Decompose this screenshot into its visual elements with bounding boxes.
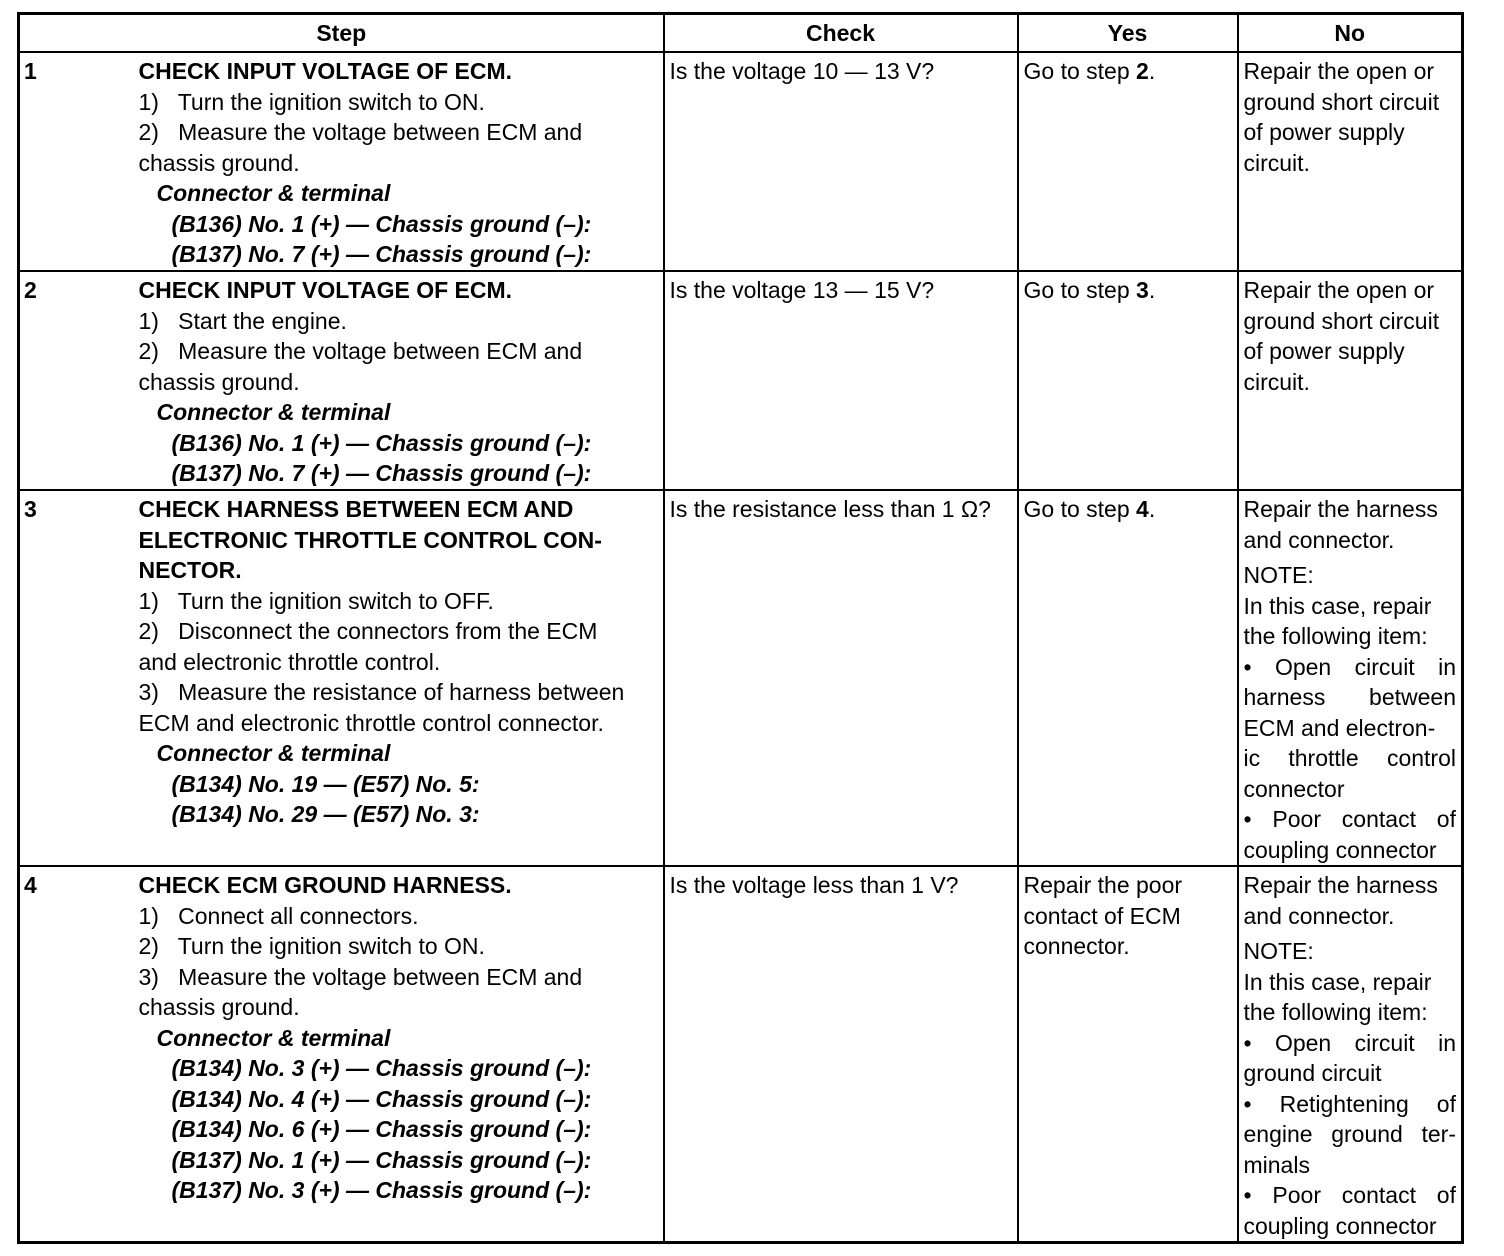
yes-line: connector. xyxy=(1023,933,1130,959)
check-cell: Is the resistance less than 1 Ω? xyxy=(664,490,1018,866)
header-yes: Yes xyxy=(1018,14,1238,53)
note-line: • Retightening of xyxy=(1243,1090,1456,1117)
terminal-line: (B137) No. 7 (+) — Chassis ground (–): xyxy=(171,460,592,486)
no-line: ground short circuit xyxy=(1243,88,1440,115)
no-line: Repair the open or xyxy=(1243,58,1435,84)
step-number: 3 xyxy=(19,490,137,866)
no-line: and connector. xyxy=(1243,902,1395,929)
substep: 2) Measure the voltage between ECM and xyxy=(138,119,583,145)
header-check: Check xyxy=(664,14,1018,53)
terminal-line: (B137) No. 7 (+) — Chassis ground (–): xyxy=(171,241,592,267)
substep: 1) Turn the ignition switch to OFF. xyxy=(138,587,494,614)
no-line: Repair the open or xyxy=(1243,277,1435,303)
step-title-line: ELECTRONIC THROTTLE CONTROL CON- xyxy=(138,526,602,553)
substep: chassis ground. xyxy=(138,994,300,1020)
note-line: • Poor contact of xyxy=(1243,806,1456,832)
yes-suffix: . xyxy=(1148,496,1156,522)
connector-title: Connector & terminal xyxy=(156,740,391,766)
no-line: Repair the harness xyxy=(1243,496,1438,522)
substep: chassis ground. xyxy=(138,368,300,395)
step-instructions xyxy=(137,490,664,866)
yes-suffix: . xyxy=(1148,58,1156,84)
connector-title: Connector & terminal xyxy=(156,399,391,425)
substep: ECM and electronic throttle control connector. xyxy=(138,709,604,736)
note-line: In this case, repair xyxy=(1243,968,1432,995)
substep: chassis ground. xyxy=(138,149,300,176)
step-instructions xyxy=(137,866,664,1243)
no-line: ground short circuit xyxy=(1243,307,1440,334)
note-line: harness between xyxy=(1243,684,1456,710)
note-line: coupling connector xyxy=(1243,836,1437,863)
no-line: and connector. xyxy=(1243,526,1395,553)
no-cell xyxy=(1238,866,1463,1243)
note-line: • Poor contact of xyxy=(1243,1182,1456,1208)
no-line: of power supply xyxy=(1243,119,1405,145)
substep: 1) Start the engine. xyxy=(138,307,347,334)
header-step: Step xyxy=(19,14,664,53)
diagnostic-table xyxy=(17,12,1464,1244)
yes-line: contact of ECM xyxy=(1023,902,1181,929)
note-line: the following item: xyxy=(1243,623,1428,649)
connector-title: Connector & terminal xyxy=(156,180,391,206)
yes-step: 2 xyxy=(1136,58,1149,84)
step-number: 2 xyxy=(19,271,137,490)
no-line: circuit. xyxy=(1243,149,1310,176)
yes-step: 3 xyxy=(1136,277,1149,303)
substep: 1) Connect all connectors. xyxy=(138,902,419,929)
yes-prefix: Go to step xyxy=(1023,58,1137,84)
note-line: minals xyxy=(1243,1151,1310,1178)
table-row xyxy=(19,52,1463,271)
step-instructions xyxy=(137,52,664,271)
yes-suffix: . xyxy=(1148,277,1156,303)
yes-line: Repair the poor xyxy=(1023,872,1183,898)
substep: 3) Measure the resistance of harness between xyxy=(138,679,625,705)
step-title: CHECK ECM GROUND HARNESS. xyxy=(138,872,512,898)
terminal-line: (B136) No. 1 (+) — Chassis ground (–): xyxy=(171,210,592,237)
note-line: ground circuit xyxy=(1243,1060,1382,1086)
no-line: Repair the harness xyxy=(1243,872,1438,898)
step-title: CHECK INPUT VOLTAGE OF ECM. xyxy=(138,58,513,84)
step-number: 4 xyxy=(19,866,137,1243)
note-line: engine ground ter- xyxy=(1243,1121,1456,1147)
no-line: of power supply xyxy=(1243,338,1405,364)
substep: 2) Disconnect the connectors from the ECM xyxy=(138,618,598,644)
note-label: NOTE: xyxy=(1243,562,1314,588)
terminal-line: (B137) No. 1 (+) — Chassis ground (–): xyxy=(171,1146,592,1173)
substep: 3) Measure the voltage between ECM and xyxy=(138,963,583,990)
table-row xyxy=(19,490,1463,866)
check-cell: Is the voltage less than 1 V? xyxy=(664,866,1018,1243)
note-line: connector xyxy=(1243,775,1345,802)
terminal-line: (B136) No. 1 (+) — Chassis ground (–): xyxy=(171,429,592,456)
terminal-line: (B134) No. 3 (+) — Chassis ground (–): xyxy=(171,1055,592,1081)
note-line: ic throttle control xyxy=(1243,745,1456,771)
step-title-line: CHECK HARNESS BETWEEN ECM AND xyxy=(138,496,574,522)
table-row xyxy=(19,866,1463,1243)
header-row xyxy=(19,14,1463,53)
no-cell xyxy=(1238,52,1463,271)
terminal-line: (B134) No. 4 (+) — Chassis ground (–): xyxy=(171,1085,592,1112)
note-line: coupling connector xyxy=(1243,1212,1437,1239)
step-instructions xyxy=(137,271,664,490)
connector-title: Connector & terminal xyxy=(156,1024,391,1051)
terminal-line: (B137) No. 3 (+) — Chassis ground (–): xyxy=(171,1177,592,1203)
substep: 1) Turn the ignition switch to ON. xyxy=(138,88,485,115)
substep: 2) Turn the ignition switch to ON. xyxy=(138,933,485,959)
no-line: circuit. xyxy=(1243,368,1310,395)
check-cell: Is the voltage 13 — 15 V? xyxy=(664,271,1018,490)
step-number: 1 xyxy=(19,52,137,271)
yes-cell xyxy=(1018,490,1238,866)
note-line: • Open circuit in xyxy=(1243,653,1456,680)
note-line: ECM and electron- xyxy=(1243,714,1436,741)
terminal-line: (B134) No. 19 — (E57) No. 5: xyxy=(171,770,480,797)
table-row xyxy=(19,271,1463,490)
step-title: CHECK INPUT VOLTAGE OF ECM. xyxy=(138,277,513,303)
yes-prefix: Go to step xyxy=(1023,496,1137,522)
header-no: No xyxy=(1238,14,1463,53)
yes-cell xyxy=(1018,52,1238,271)
yes-cell xyxy=(1018,271,1238,490)
check-cell: Is the voltage 10 — 13 V? xyxy=(664,52,1018,271)
substep: and electronic throttle control. xyxy=(138,648,441,675)
step-title-line: NECTOR. xyxy=(138,557,242,583)
terminal-line: (B134) No. 6 (+) — Chassis ground (–): xyxy=(171,1116,592,1142)
note-label: NOTE: xyxy=(1243,938,1314,964)
yes-step: 4 xyxy=(1136,496,1149,522)
substep: 2) Measure the voltage between ECM and xyxy=(138,338,583,364)
note-line: In this case, repair xyxy=(1243,592,1432,619)
yes-cell xyxy=(1018,866,1238,1243)
terminal-line: (B134) No. 29 — (E57) No. 3: xyxy=(171,801,480,827)
yes-prefix: Go to step xyxy=(1023,277,1137,303)
note-line: the following item: xyxy=(1243,999,1428,1025)
no-cell xyxy=(1238,490,1463,866)
no-cell xyxy=(1238,271,1463,490)
note-line: • Open circuit in xyxy=(1243,1029,1456,1056)
